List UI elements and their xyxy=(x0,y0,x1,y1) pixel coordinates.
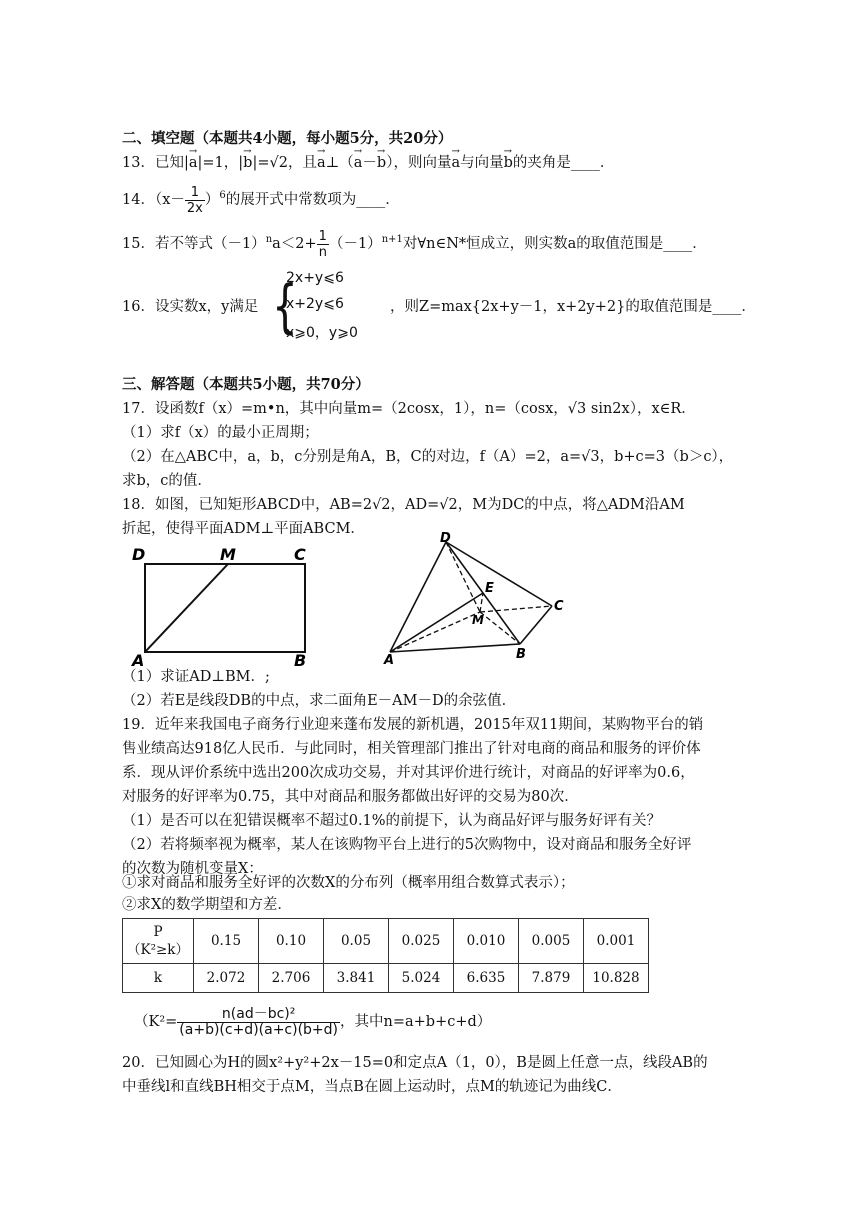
constraint-3: x⩾0，y⩾0 xyxy=(286,325,358,341)
table-cell: 0.005 xyxy=(519,919,584,964)
label-M: M xyxy=(220,545,236,564)
question-19-line9: ②求X的数学期望和方差． xyxy=(122,897,292,913)
label-C: C xyxy=(554,599,564,614)
question-17-line1: 17．设函数f（x）=m•n，其中向量m=（2cosx，1），n=（cosx，√3 sin2x），x∈R． xyxy=(122,401,696,417)
figure-rectangle xyxy=(128,540,318,668)
table-header-p: P（K²≥k） xyxy=(123,919,194,964)
label-C: C xyxy=(294,545,306,564)
table-cell: 0.05 xyxy=(324,919,389,964)
question-14: 14．（x－ $\frac{1}{2x}$ ）$^6$的展开式中常数项为____． xyxy=(122,184,400,216)
critical-value-table xyxy=(122,918,649,993)
question-16-tail: ，则Z=max{2x+y－1，x+2y+2}的取值范围是____． xyxy=(390,299,756,315)
table-cell: 0.15 xyxy=(194,919,259,964)
question-18-line4: （2）若E是线段DB的中点，求二面角E－AM－D的余弦值． xyxy=(122,693,517,709)
label-B: B xyxy=(516,647,526,662)
question-17-line4: 求b，c的值． xyxy=(122,473,212,489)
table-row xyxy=(123,919,649,964)
question-20-line1: 20．已知圆心为H的圆x²+y²+2x－15=0和定点A（1，0），B是圆上任意一点，线段AB的 xyxy=(122,1055,708,1071)
question-16-prefix: 16．设实数x，y满足 xyxy=(122,299,259,315)
table-row xyxy=(123,964,649,993)
question-19-line2: 售业绩高达918亿人民币．与此同时，相关管理部门推出了针对电商的商品和服务的评价体 xyxy=(122,741,701,757)
question-18-line2: 折起，使得平面ADM⊥平面ABCM． xyxy=(122,521,365,537)
table-cell: 10.828 xyxy=(584,964,649,993)
section-title-answers: 三、解答题（本题共5小题，共70分） xyxy=(122,376,370,393)
k-squared-formula: （K²= $\frac{\text{n(ad－bc)²}}{(a+b)(c+d)(a+c)(b+d)}$ ，其中n=a+b+c+d） xyxy=(134,1005,492,1038)
question-13: 13．已知|→ a|=1，|→ b|=√2，且→ a⊥（→ a－→ b），则向量→ a与向量→ b的夹角是____． xyxy=(122,152,860,174)
table-cell: 0.10 xyxy=(259,919,324,964)
question-19-line3: 系．现从评价系统中选出200次成功交易，并对其评价进行统计，对商品的好评率为0.6， xyxy=(122,765,695,781)
brace: { xyxy=(272,272,298,340)
table-cell: 7.879 xyxy=(519,964,584,993)
constraint-1: 2x+y⩽6 xyxy=(286,270,344,286)
question-19-line6: （2）若将频率视为概率，某人在该购物平台上进行的5次购物中，设对商品和服务全好评 xyxy=(122,837,692,853)
figure-folded xyxy=(380,532,570,668)
section-title-fill-in: 二、填空题（本题共4小题，每小题5分，共20分） xyxy=(122,130,453,147)
table-cell: 6.635 xyxy=(454,964,519,993)
question-17-line2: （1）求f（x）的最小正周期； xyxy=(122,425,319,441)
table-cell: 5.024 xyxy=(389,964,454,993)
table-cell: 2.706 xyxy=(259,964,324,993)
label-D: D xyxy=(132,545,146,564)
constraint-2: x+2y⩽6 xyxy=(286,296,344,312)
question-18-line1: 18．如图，已知矩形ABCD中，AB=2√2，AD=√2，M为DC的中点，将△ADM沿AM xyxy=(122,497,685,513)
label-B: B xyxy=(294,651,307,668)
question-15: 15．若不等式$(-1)^na<2+$ $\frac{1}{n}$ $(-1)^{n+1}$对∀n∈N*恒成立，则实数a的取值范围是____． xyxy=(122,228,707,260)
constraint-system xyxy=(272,268,382,346)
table-cell: 0.025 xyxy=(389,919,454,964)
question-19-line8: ①求对商品和服务全好评的次数X的分布列（概率用组合数算式表示）； xyxy=(122,875,575,891)
question-18-line3: （1）求证AD⊥BM．; xyxy=(122,669,270,685)
table-cell: 3.841 xyxy=(324,964,389,993)
table-cell: 0.010 xyxy=(454,919,519,964)
question-19-line5: （1）是否可以在犯错误概率不超过0.1%的前提下，认为商品好评与服务好评有关？ xyxy=(122,813,662,829)
label-M: M xyxy=(472,613,484,627)
table-cell: 2.072 xyxy=(194,964,259,993)
question-20-line2: 中垂线l和直线BH相交于点M，当点B在圆上运动时，点M的轨迹记为曲线C． xyxy=(122,1079,622,1095)
label-D: D xyxy=(440,532,451,546)
label-E: E xyxy=(485,581,494,596)
question-19-line4: 对服务的好评率为0.75，其中对商品和服务都做出好评的交易为80次． xyxy=(122,789,579,805)
table-cell: 0.001 xyxy=(584,919,649,964)
question-19-line7: 的次数为随机变量X： xyxy=(122,861,263,877)
question-17-line3: （2）在△ABC中，a，b，c分别是角A，B，C的对边，f（A）=2，a=√3，b+c=3（b＞c）， xyxy=(122,449,734,465)
label-A: A xyxy=(132,651,145,668)
label-A: A xyxy=(384,653,395,668)
question-19-line1: 19．近年来我国电子商务行业迎来蓬布发展的新机遇，2015年双11期间，某购物平台的销 xyxy=(122,717,704,733)
table-header-k: k xyxy=(123,964,194,993)
